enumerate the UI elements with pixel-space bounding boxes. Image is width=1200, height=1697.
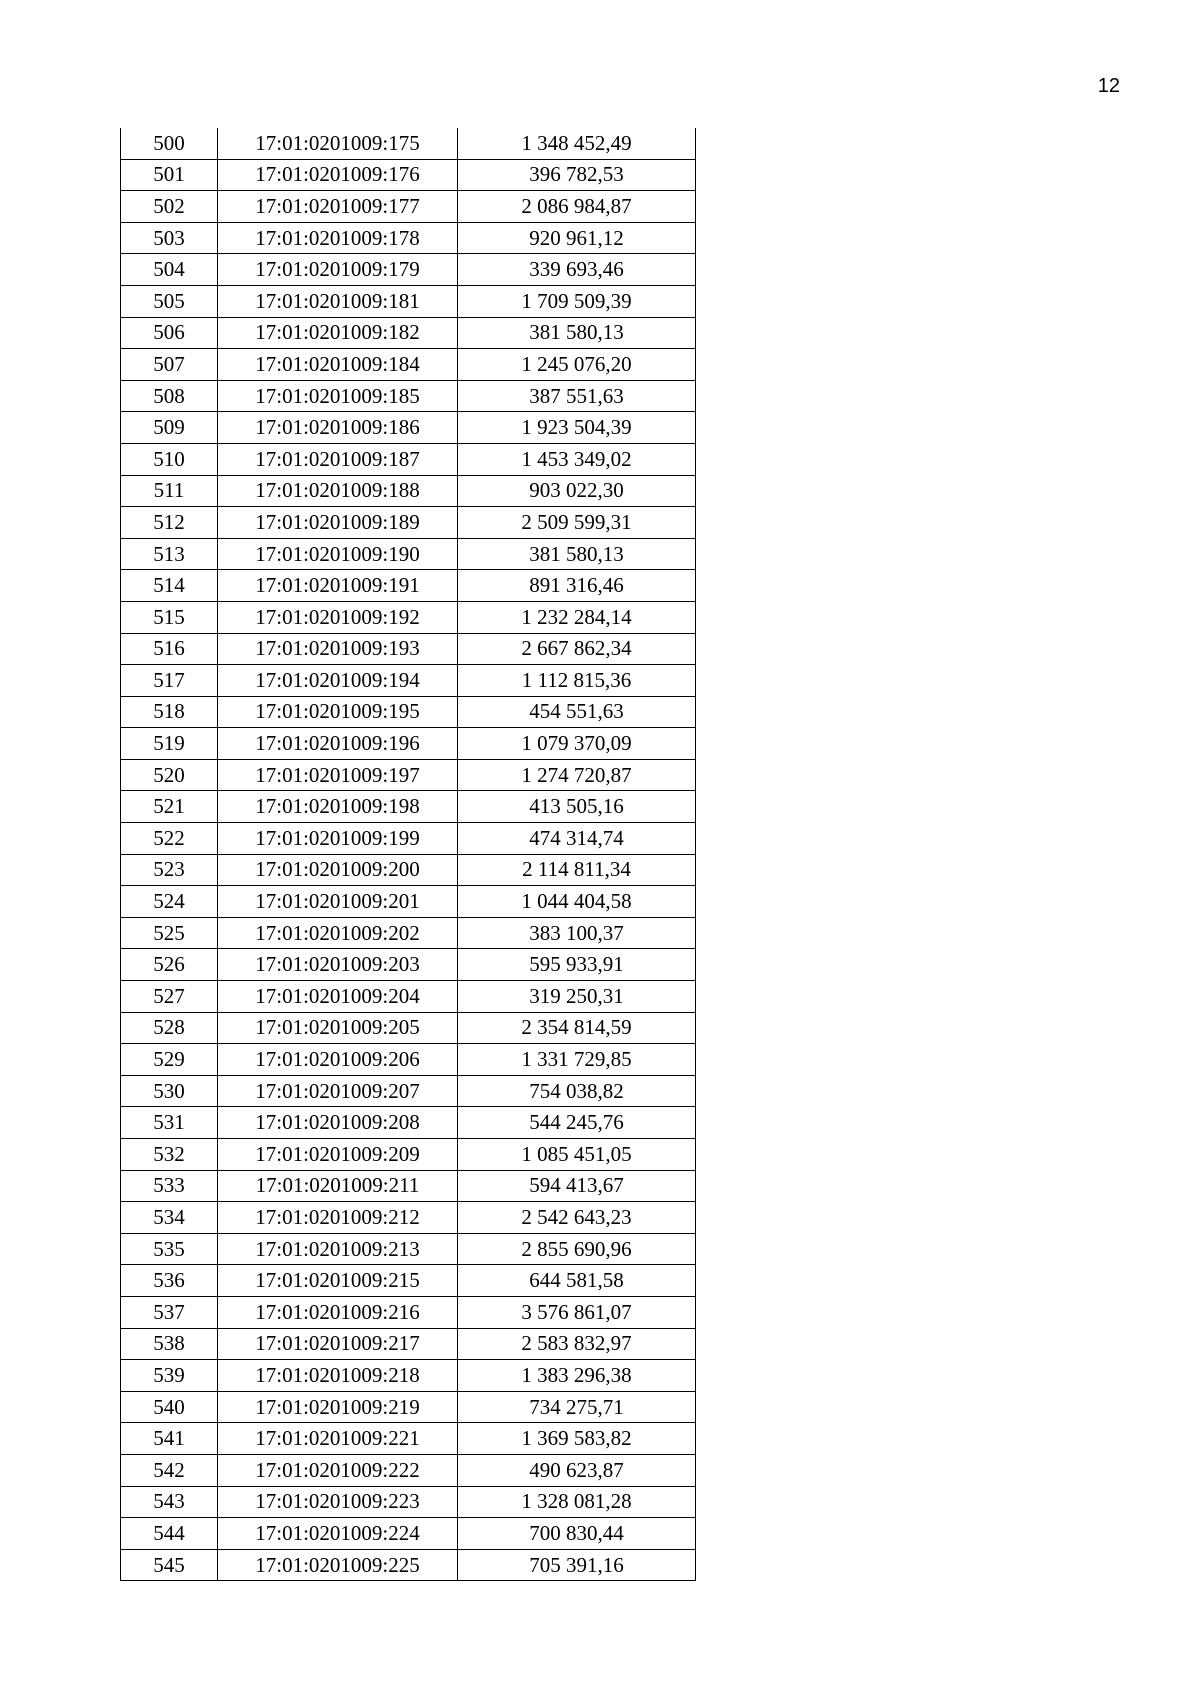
row-number-cell: 532 bbox=[121, 1139, 218, 1171]
row-number-cell: 510 bbox=[121, 443, 218, 475]
row-number-cell: 530 bbox=[121, 1075, 218, 1107]
row-number-cell: 527 bbox=[121, 981, 218, 1013]
row-number-cell: 526 bbox=[121, 949, 218, 981]
value-cell: 413 505,16 bbox=[458, 791, 696, 823]
table-row bbox=[121, 949, 696, 981]
row-number-cell: 509 bbox=[121, 412, 218, 444]
cadastral-number-cell: 17:01:0201009:197 bbox=[218, 759, 458, 791]
value-cell: 2 086 984,87 bbox=[458, 191, 696, 223]
row-number-cell: 517 bbox=[121, 665, 218, 697]
table-row bbox=[121, 380, 696, 412]
value-cell: 1 112 815,36 bbox=[458, 665, 696, 697]
table-row bbox=[121, 570, 696, 602]
cadastral-number-cell: 17:01:0201009:216 bbox=[218, 1296, 458, 1328]
cadastral-number-cell: 17:01:0201009:201 bbox=[218, 886, 458, 918]
value-cell: 700 830,44 bbox=[458, 1518, 696, 1550]
row-number-cell: 523 bbox=[121, 854, 218, 886]
cadastral-number-cell: 17:01:0201009:196 bbox=[218, 728, 458, 760]
table-row bbox=[121, 475, 696, 507]
table-row bbox=[121, 1012, 696, 1044]
table-row bbox=[121, 981, 696, 1013]
row-number-cell: 541 bbox=[121, 1423, 218, 1455]
row-number-cell: 516 bbox=[121, 633, 218, 665]
value-cell: 1 709 509,39 bbox=[458, 285, 696, 317]
value-cell: 1 232 284,14 bbox=[458, 601, 696, 633]
cadastral-number-cell: 17:01:0201009:187 bbox=[218, 443, 458, 475]
value-cell: 339 693,46 bbox=[458, 254, 696, 286]
cadastral-number-cell: 17:01:0201009:184 bbox=[218, 349, 458, 381]
table-row bbox=[121, 1265, 696, 1297]
table-row bbox=[121, 222, 696, 254]
cadastral-number-cell: 17:01:0201009:223 bbox=[218, 1486, 458, 1518]
row-number-cell: 518 bbox=[121, 696, 218, 728]
cadastral-number-cell: 17:01:0201009:206 bbox=[218, 1044, 458, 1076]
cadastral-number-cell: 17:01:0201009:193 bbox=[218, 633, 458, 665]
table-row bbox=[121, 665, 696, 697]
row-number-cell: 513 bbox=[121, 538, 218, 570]
row-number-cell: 535 bbox=[121, 1233, 218, 1265]
value-cell: 381 580,13 bbox=[458, 538, 696, 570]
cadastral-number-cell: 17:01:0201009:198 bbox=[218, 791, 458, 823]
cadastral-number-cell: 17:01:0201009:178 bbox=[218, 222, 458, 254]
cadastral-number-cell: 17:01:0201009:191 bbox=[218, 570, 458, 602]
row-number-cell: 524 bbox=[121, 886, 218, 918]
cadastral-number-cell: 17:01:0201009:213 bbox=[218, 1233, 458, 1265]
cadastral-value-table bbox=[120, 128, 696, 1581]
cadastral-number-cell: 17:01:0201009:204 bbox=[218, 981, 458, 1013]
cadastral-number-cell: 17:01:0201009:181 bbox=[218, 285, 458, 317]
cadastral-number-cell: 17:01:0201009:205 bbox=[218, 1012, 458, 1044]
value-cell: 2 542 643,23 bbox=[458, 1202, 696, 1234]
cadastral-number-cell: 17:01:0201009:188 bbox=[218, 475, 458, 507]
value-cell: 595 933,91 bbox=[458, 949, 696, 981]
row-number-cell: 544 bbox=[121, 1518, 218, 1550]
page-number: 12 bbox=[1097, 75, 1120, 97]
table-row bbox=[121, 1549, 696, 1581]
table-row bbox=[121, 507, 696, 539]
row-number-cell: 503 bbox=[121, 222, 218, 254]
cadastral-number-cell: 17:01:0201009:211 bbox=[218, 1170, 458, 1202]
table-row bbox=[121, 412, 696, 444]
row-number-cell: 522 bbox=[121, 823, 218, 855]
table-row bbox=[121, 791, 696, 823]
row-number-cell: 506 bbox=[121, 317, 218, 349]
table-row bbox=[121, 886, 696, 918]
table-row bbox=[121, 728, 696, 760]
table-row bbox=[121, 633, 696, 665]
cadastral-number-cell: 17:01:0201009:209 bbox=[218, 1139, 458, 1171]
value-cell: 1 348 452,49 bbox=[458, 128, 696, 159]
table-row bbox=[121, 159, 696, 191]
row-number-cell: 536 bbox=[121, 1265, 218, 1297]
table-row bbox=[121, 1328, 696, 1360]
value-cell: 920 961,12 bbox=[458, 222, 696, 254]
table-row bbox=[121, 254, 696, 286]
cadastral-number-cell: 17:01:0201009:194 bbox=[218, 665, 458, 697]
cadastral-number-cell: 17:01:0201009:175 bbox=[218, 128, 458, 159]
row-number-cell: 534 bbox=[121, 1202, 218, 1234]
value-cell: 1 085 451,05 bbox=[458, 1139, 696, 1171]
value-cell: 1 044 404,58 bbox=[458, 886, 696, 918]
value-cell: 1 079 370,09 bbox=[458, 728, 696, 760]
value-cell: 594 413,67 bbox=[458, 1170, 696, 1202]
value-cell: 1 328 081,28 bbox=[458, 1486, 696, 1518]
cadastral-number-cell: 17:01:0201009:222 bbox=[218, 1454, 458, 1486]
value-cell: 644 581,58 bbox=[458, 1265, 696, 1297]
row-number-cell: 533 bbox=[121, 1170, 218, 1202]
row-number-cell: 531 bbox=[121, 1107, 218, 1139]
value-cell: 2 583 832,97 bbox=[458, 1328, 696, 1360]
value-cell: 544 245,76 bbox=[458, 1107, 696, 1139]
table-row bbox=[121, 128, 696, 159]
value-cell: 383 100,37 bbox=[458, 917, 696, 949]
table-row bbox=[121, 601, 696, 633]
cadastral-number-cell: 17:01:0201009:195 bbox=[218, 696, 458, 728]
value-cell: 1 369 583,82 bbox=[458, 1423, 696, 1455]
value-cell: 2 667 862,34 bbox=[458, 633, 696, 665]
value-cell: 1 383 296,38 bbox=[458, 1360, 696, 1392]
value-cell: 381 580,13 bbox=[458, 317, 696, 349]
row-number-cell: 514 bbox=[121, 570, 218, 602]
value-cell: 474 314,74 bbox=[458, 823, 696, 855]
value-cell: 891 316,46 bbox=[458, 570, 696, 602]
row-number-cell: 542 bbox=[121, 1454, 218, 1486]
cadastral-number-cell: 17:01:0201009:221 bbox=[218, 1423, 458, 1455]
row-number-cell: 515 bbox=[121, 601, 218, 633]
cadastral-number-cell: 17:01:0201009:192 bbox=[218, 601, 458, 633]
cadastral-number-cell: 17:01:0201009:217 bbox=[218, 1328, 458, 1360]
cadastral-number-cell: 17:01:0201009:225 bbox=[218, 1549, 458, 1581]
row-number-cell: 502 bbox=[121, 191, 218, 223]
row-number-cell: 505 bbox=[121, 285, 218, 317]
cadastral-number-cell: 17:01:0201009:203 bbox=[218, 949, 458, 981]
cadastral-number-cell: 17:01:0201009:202 bbox=[218, 917, 458, 949]
row-number-cell: 545 bbox=[121, 1549, 218, 1581]
table-row bbox=[121, 1233, 696, 1265]
row-number-cell: 539 bbox=[121, 1360, 218, 1392]
cadastral-number-cell: 17:01:0201009:189 bbox=[218, 507, 458, 539]
table-row bbox=[121, 1170, 696, 1202]
row-number-cell: 500 bbox=[121, 128, 218, 159]
table-row bbox=[121, 538, 696, 570]
cadastral-number-cell: 17:01:0201009:219 bbox=[218, 1391, 458, 1423]
row-number-cell: 507 bbox=[121, 349, 218, 381]
cadastral-number-cell: 17:01:0201009:207 bbox=[218, 1075, 458, 1107]
cadastral-number-cell: 17:01:0201009:208 bbox=[218, 1107, 458, 1139]
table-row bbox=[121, 1202, 696, 1234]
table-row bbox=[121, 317, 696, 349]
table-row bbox=[121, 917, 696, 949]
table-row bbox=[121, 823, 696, 855]
table-row bbox=[121, 1107, 696, 1139]
row-number-cell: 508 bbox=[121, 380, 218, 412]
row-number-cell: 501 bbox=[121, 159, 218, 191]
cadastral-number-cell: 17:01:0201009:212 bbox=[218, 1202, 458, 1234]
row-number-cell: 512 bbox=[121, 507, 218, 539]
row-number-cell: 519 bbox=[121, 728, 218, 760]
table-row bbox=[121, 285, 696, 317]
row-number-cell: 521 bbox=[121, 791, 218, 823]
table-row bbox=[121, 1075, 696, 1107]
value-cell: 903 022,30 bbox=[458, 475, 696, 507]
value-cell: 387 551,63 bbox=[458, 380, 696, 412]
row-number-cell: 528 bbox=[121, 1012, 218, 1044]
table-row bbox=[121, 443, 696, 475]
cadastral-number-cell: 17:01:0201009:182 bbox=[218, 317, 458, 349]
value-cell: 1 274 720,87 bbox=[458, 759, 696, 791]
row-number-cell: 511 bbox=[121, 475, 218, 507]
row-number-cell: 525 bbox=[121, 917, 218, 949]
value-cell: 2 509 599,31 bbox=[458, 507, 696, 539]
cadastral-number-cell: 17:01:0201009:186 bbox=[218, 412, 458, 444]
cadastral-number-cell: 17:01:0201009:200 bbox=[218, 854, 458, 886]
table-row bbox=[121, 1139, 696, 1171]
row-number-cell: 538 bbox=[121, 1328, 218, 1360]
row-number-cell: 529 bbox=[121, 1044, 218, 1076]
row-number-cell: 540 bbox=[121, 1391, 218, 1423]
row-number-cell: 537 bbox=[121, 1296, 218, 1328]
value-cell: 754 038,82 bbox=[458, 1075, 696, 1107]
table-row bbox=[121, 1454, 696, 1486]
cadastral-number-cell: 17:01:0201009:185 bbox=[218, 380, 458, 412]
cadastral-number-cell: 17:01:0201009:218 bbox=[218, 1360, 458, 1392]
cadastral-number-cell: 17:01:0201009:224 bbox=[218, 1518, 458, 1550]
value-cell: 1 923 504,39 bbox=[458, 412, 696, 444]
row-number-cell: 504 bbox=[121, 254, 218, 286]
value-cell: 490 623,87 bbox=[458, 1454, 696, 1486]
table-row bbox=[121, 1044, 696, 1076]
value-cell: 2 114 811,34 bbox=[458, 854, 696, 886]
table-row bbox=[121, 1423, 696, 1455]
table-row bbox=[121, 1360, 696, 1392]
row-number-cell: 543 bbox=[121, 1486, 218, 1518]
cadastral-number-cell: 17:01:0201009:176 bbox=[218, 159, 458, 191]
table-row bbox=[121, 759, 696, 791]
value-cell: 1 453 349,02 bbox=[458, 443, 696, 475]
table-row bbox=[121, 1391, 696, 1423]
cadastral-number-cell: 17:01:0201009:215 bbox=[218, 1265, 458, 1297]
value-cell: 319 250,31 bbox=[458, 981, 696, 1013]
cadastral-number-cell: 17:01:0201009:179 bbox=[218, 254, 458, 286]
value-cell: 454 551,63 bbox=[458, 696, 696, 728]
table-body bbox=[121, 128, 696, 1581]
table-row bbox=[121, 696, 696, 728]
value-cell: 734 275,71 bbox=[458, 1391, 696, 1423]
cadastral-number-cell: 17:01:0201009:177 bbox=[218, 191, 458, 223]
value-cell: 1 331 729,85 bbox=[458, 1044, 696, 1076]
table-row bbox=[121, 1518, 696, 1550]
table-row bbox=[121, 349, 696, 381]
row-number-cell: 520 bbox=[121, 759, 218, 791]
table-row bbox=[121, 191, 696, 223]
table-row bbox=[121, 1486, 696, 1518]
table-row bbox=[121, 854, 696, 886]
value-cell: 2 855 690,96 bbox=[458, 1233, 696, 1265]
value-cell: 2 354 814,59 bbox=[458, 1012, 696, 1044]
cadastral-number-cell: 17:01:0201009:190 bbox=[218, 538, 458, 570]
cadastral-number-cell: 17:01:0201009:199 bbox=[218, 823, 458, 855]
value-cell: 396 782,53 bbox=[458, 159, 696, 191]
table-row bbox=[121, 1296, 696, 1328]
value-cell: 705 391,16 bbox=[458, 1549, 696, 1581]
value-cell: 1 245 076,20 bbox=[458, 349, 696, 381]
value-cell: 3 576 861,07 bbox=[458, 1296, 696, 1328]
